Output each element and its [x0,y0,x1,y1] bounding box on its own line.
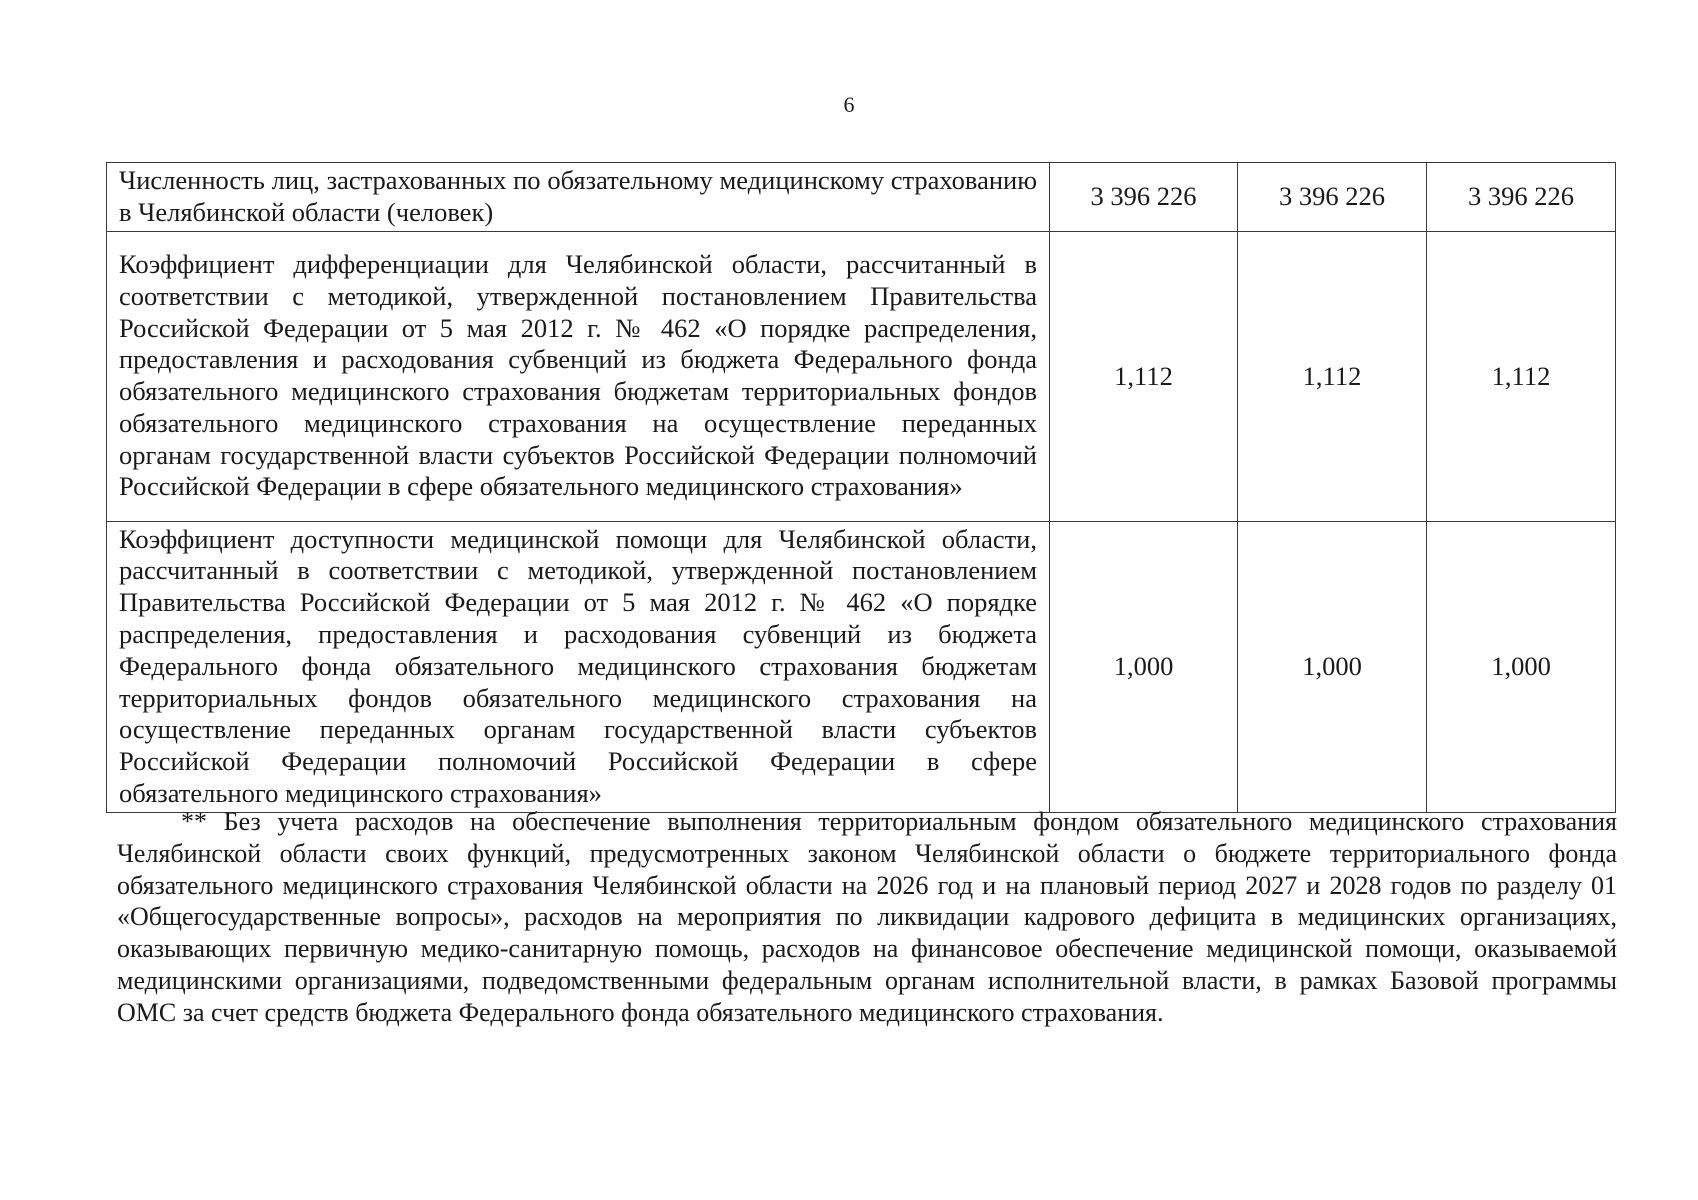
value-2027: 3 396 226 [1238,163,1427,232]
table-row-differentiation-coefficient [107,231,1616,521]
indicators-table [106,162,1616,813]
value-2028: 1,112 [1427,231,1616,521]
value-2027: 1,000 [1238,521,1427,812]
value-2026: 1,000 [1050,521,1238,812]
page-number: 6 [843,92,855,117]
table-row-accessibility-coefficient [107,521,1616,812]
value-2028: 3 396 226 [1427,163,1616,232]
footnote: ** Без учета расходов на обеспечение выполнения территориальным фондом обязательного медицинского страхования Челябинской области своих функций, предусмотренных законом Челябинской области о бюджете территориального фонда обязательного медицинского страхования Челябинской области на 2026 год и на плановый период 2027 и 2028 годов по разделу 01 «Общегосударственные вопросы», расходов на мероприятия по ликвидации кадрового дефицита в медицинских организациях, оказывающих первичную медико-санитарную помощь, расходов на финансовое обеспечение медицинской помощи, оказываемой медицинскими организациями, подведомственными федеральным органам исполнительной власти, в рамках Базовой программы ОМС за счет средств бюджета Федерального фонда обязательного медицинского страхования. [117,807,1617,1027]
row-label: Коэффициент дифференциации для Челябинской области, рассчитанный в соответствии с методикой, утвержденной постановлением Правительства Российской Федерации от 5 мая 2012 г. № 462 «О порядке распределения, предоставления и расходования субвенций из бюджета Федерального фонда обязательного медицинского страхования бюджетам территориальных фондов обязательного медицинского страхования на осуществление переданных органам государственной власти субъектов Российской Федерации полномочий Российской Федерации в сфере обязательного медицинского страхования» [107,231,1050,521]
value-2028: 1,000 [1427,521,1616,812]
row-label: Численность лиц, застрахованных по обязательному медицинскому страхованию в Челябинской области (человек) [107,163,1050,232]
value-2026: 3 396 226 [1050,163,1238,232]
row-label: Коэффициент доступности медицинской помощи для Челябинской области, рассчитанный в соответствии с методикой, утвержденной постановлением Правительства Российской Федерации от 5 мая 2012 г. № 462 «О порядке распределения, предоставления и расходования субвенций из бюджета Федерального фонда обязательного медицинского страхования бюджетам территориальных фондов обязательного медицинского страхования на осуществление переданных органам государственной власти субъектов Российской Федерации полномочий Российской Федерации в сфере обязательного медицинского страхования» [107,521,1050,812]
value-2027: 1,112 [1238,231,1427,521]
table-row-insured-persons [107,163,1616,232]
value-2026: 1,112 [1050,231,1238,521]
